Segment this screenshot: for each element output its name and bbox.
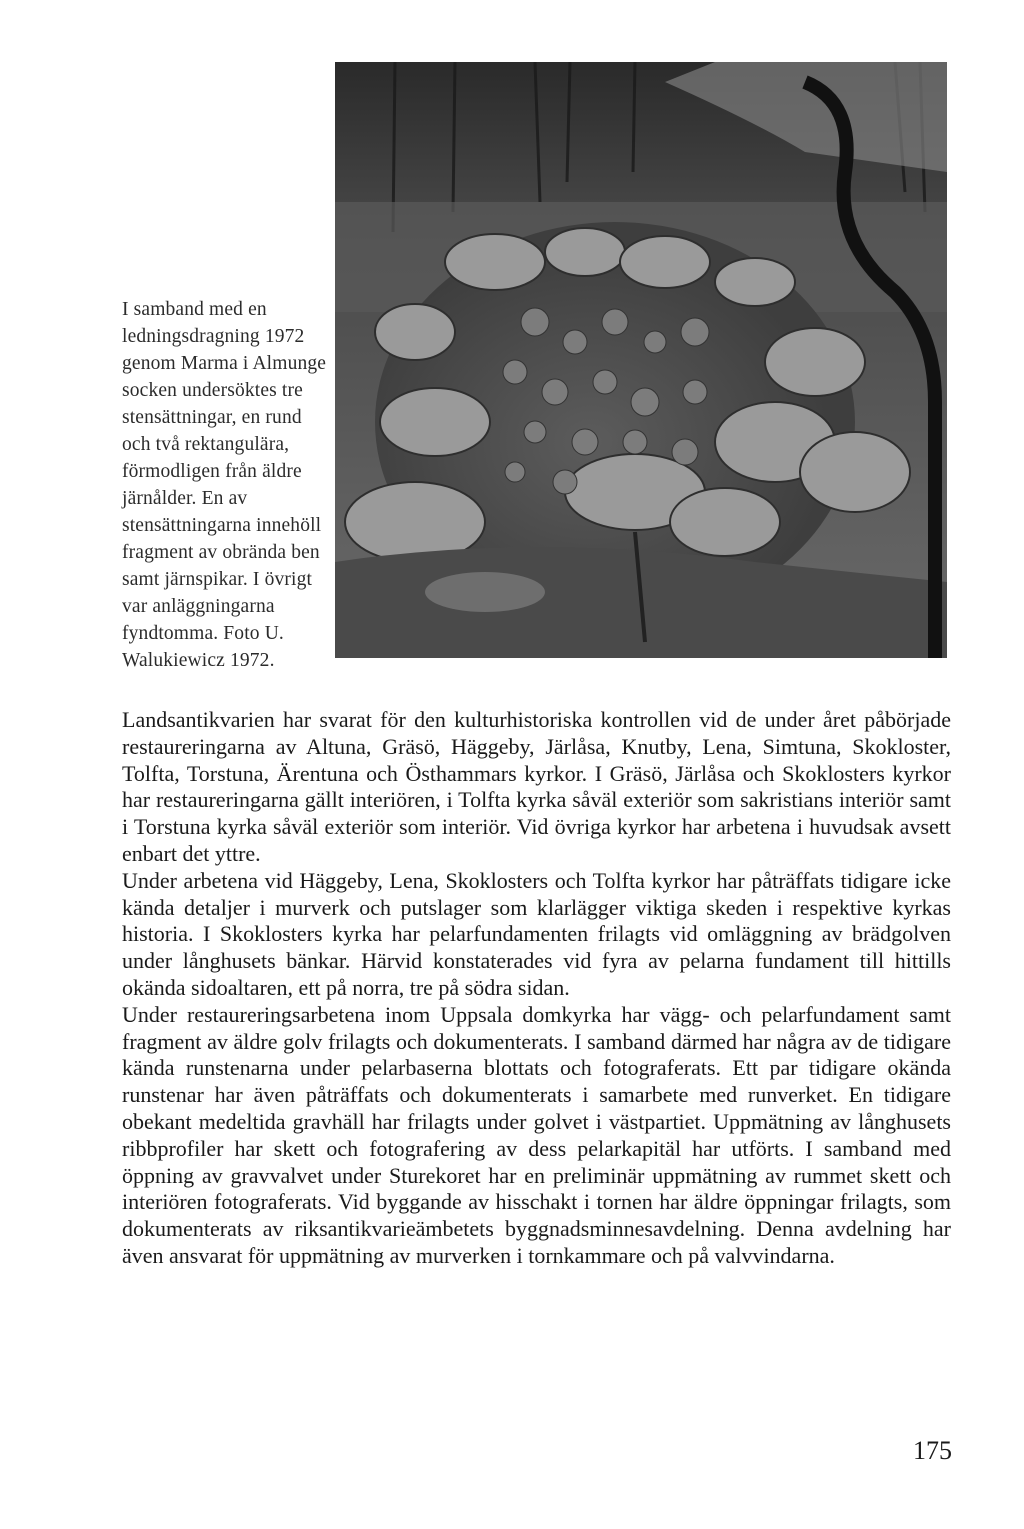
paragraph-1: Landsantikvarien har svarat för den kulturhistoriska kontrollen vid de under året påbörjade restaureringarna av Altuna, Gräsö, Häggeby, Järlåsa, Knutby, Lena, Simtuna, Skokloster, Tolfta, Torstuna, Ärentuna och Östhammars kyrkor. I Gräsö, Järlåsa och Skoklosters kyrkor har restaureringarna gällt interiören, i Tolfta kyrka såväl exteriör som sakristians interiör samt i Torstuna kyrka såväl exteriör som interiör. Vid övriga kyrkor har arbetena i huvudsak avsett enbart det yttre. <box>122 707 951 866</box>
stone-setting-image <box>335 62 947 658</box>
body-text <box>122 707 951 1270</box>
page-number: 175 <box>913 1436 952 1465</box>
paragraph-2: Under arbetena vid Häggeby, Lena, Skoklosters och Tolfta kyrkor har påträffats tidigare icke kända detaljer i murverk och putslager som klarlägger viktiga skeden i respektive kyrkas historia. I Skoklosters kyrka har pelarfundamenten frilagts vid omläggning av brädgolven under långhusets bänkar. Härvid konstaterades vid fyra av pelarna fundament till hittills okända sidoaltaren, ett på norra, tre på södra sidan. <box>122 867 951 1000</box>
photo-caption: I samband med en ledningsdragning 1972 genom Marma i Almunge socken undersöktes tre stensättningar, en rund och två rektangulära, förmodligen från äldre järnålder. En av stensättningarna innehöll fragment av obrända ben samt järnspikar. I övrigt var anläggningarna fyndtomma. Foto U. Walukiewicz 1972. <box>122 299 327 671</box>
excavation-photo <box>335 62 947 658</box>
paragraph-3: Under restaureringsarbetena inom Uppsala domkyrka har vägg- och pelarfundament samt fragment av äldre golv frilagts och dokumenterats. I samband därmed har några av de tidigare kända runstenarna under pelarbaserna blottats och fotograferats. Ett par tidigare okända runstenar har även påträffats och dokumenterats i samarbete med runverket. En tidigare obekant medeltida gravhäll har frilagts under golvet i västpartiet. Uppmätning av långhusets ribbprofiler har skett och fotografering av dess pelarkapitäl har utförts. I samband med öppning av gravvalvet under Sturekoret har en preliminär uppmätning av rummet skett och interiören fotograferats. Vid byggande av hisschakt i tornen har äldre öppningar frilagts, som dokumenterats av riksantikvarieämbetets byggnadsminnesavdelning. Denna avdelning har även ansvarat för uppmätning av murverken i tornkammare och på valvvindarna. <box>122 1001 951 1268</box>
